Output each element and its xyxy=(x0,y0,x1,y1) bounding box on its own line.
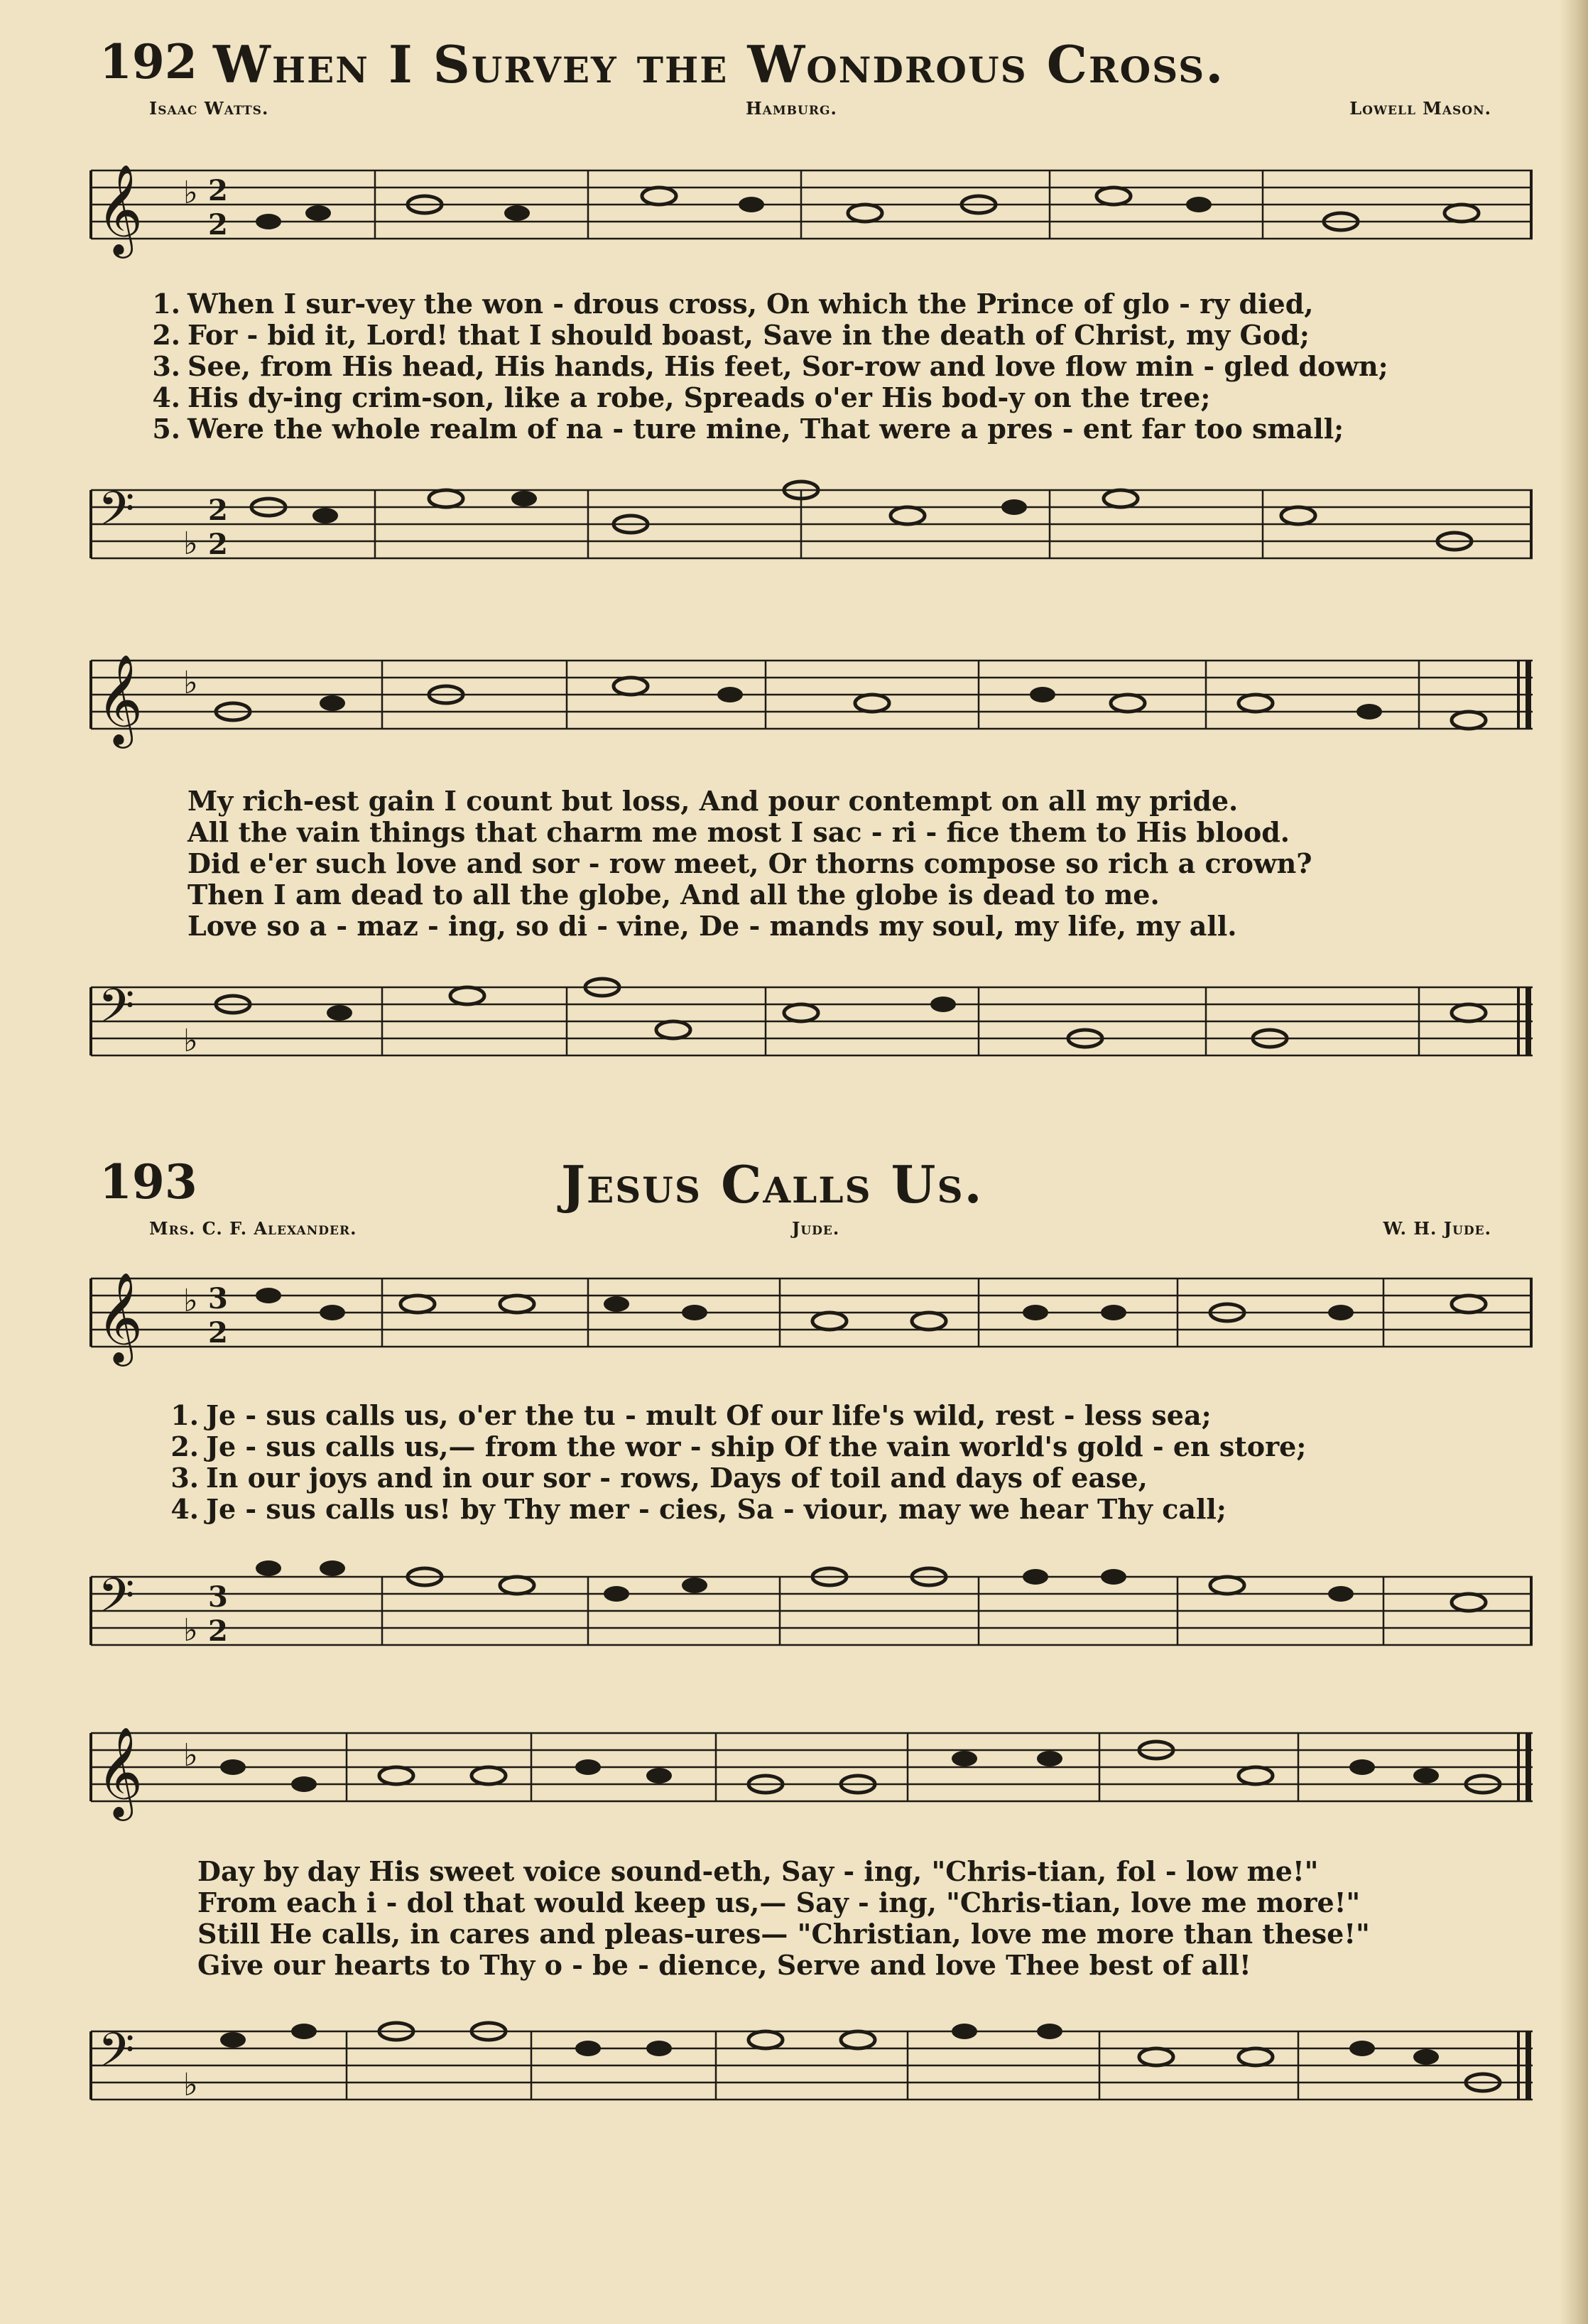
verses-192-part1 xyxy=(142,288,1527,444)
verse-line xyxy=(161,1462,1531,1493)
hymn-title: Jesus Calls Us. xyxy=(561,1154,984,1215)
verse-number xyxy=(142,879,187,910)
verse-line xyxy=(142,785,1527,816)
verse-text: His dy-ing crim-son, like a robe, Spreads o'er His bod-y on the tree; xyxy=(187,381,1211,413)
tune-name: Hamburg. xyxy=(746,98,837,119)
verse-line xyxy=(161,1430,1531,1462)
verse-line xyxy=(142,879,1527,910)
verses-193-part1 xyxy=(161,1399,1531,1524)
verse-number xyxy=(152,1886,197,1918)
verse-line xyxy=(152,1886,1537,1918)
verse-text: Then I am dead to all the globe, And all the globe is dead to me. xyxy=(187,879,1160,911)
verse-line xyxy=(142,288,1527,319)
verse-line xyxy=(142,381,1527,413)
svg-text:♭: ♭ xyxy=(183,1737,198,1774)
svg-text:♭: ♭ xyxy=(183,175,198,211)
verse-line xyxy=(152,1855,1537,1886)
verse-number xyxy=(142,847,187,879)
verse-text: Were the whole realm of na - ture mine, That were a pres - ent far too small; xyxy=(187,413,1344,445)
svg-text:♭: ♭ xyxy=(183,526,198,562)
svg-text:♭: ♭ xyxy=(183,1023,198,1059)
svg-text:2: 2 xyxy=(208,1614,228,1648)
svg-text:𝄞: 𝄞 xyxy=(97,653,143,744)
verse-number: 1. xyxy=(152,288,180,320)
bass-staff xyxy=(91,2003,1533,2124)
treble-staff xyxy=(91,1264,1533,1385)
treble-staff xyxy=(91,1719,1533,1840)
hymn-number: 192 xyxy=(99,34,197,89)
verse-number xyxy=(152,1949,197,1980)
bass-staff xyxy=(91,469,1533,590)
verse-number xyxy=(142,785,187,816)
verses-192-part2 xyxy=(142,785,1527,941)
verses-193-part2 xyxy=(152,1855,1537,1980)
svg-text:♭: ♭ xyxy=(183,1612,198,1649)
verse-text: Je - sus calls us, o'er the tu - mult Of our life's wild, rest - less sea; xyxy=(206,1399,1212,1431)
verse-text: When I sur-vey the won - drous cross, On which the Prince of glo - ry died, xyxy=(187,288,1314,320)
svg-text:3: 3 xyxy=(208,1580,228,1614)
verse-text: Love so a - maz - ing, so di - vine, De - mands my soul, my life, my all. xyxy=(187,910,1237,942)
svg-text:♭: ♭ xyxy=(183,2067,198,2103)
svg-text:♭: ♭ xyxy=(183,665,198,701)
svg-text:2: 2 xyxy=(208,174,228,207)
verse-text: Give our hearts to Thy o - be - dience, Serve and love Thee best of all! xyxy=(197,1949,1251,1981)
page-edge-shadow xyxy=(1560,0,1588,2324)
svg-text:3: 3 xyxy=(208,1282,228,1315)
verse-line xyxy=(161,1399,1531,1430)
verse-line xyxy=(142,816,1527,847)
verse-line xyxy=(161,1493,1531,1524)
author-credit: Mrs. C. F. Alexander. xyxy=(149,1218,357,1239)
verse-line xyxy=(152,1918,1537,1949)
verse-number: 2. xyxy=(152,319,180,351)
hymn-title: When I Survey the Wondrous Cross. xyxy=(213,34,1225,94)
verse-text: My rich-est gain I count but loss, And pour contempt on all my pride. xyxy=(187,785,1239,817)
verse-number xyxy=(142,816,187,847)
verse-number xyxy=(152,1855,197,1886)
verse-text: For - bid it, Lord! that I should boast, Save in the death of Christ, my God; xyxy=(187,319,1310,351)
svg-text:2: 2 xyxy=(208,494,228,527)
svg-text:2: 2 xyxy=(208,1316,228,1350)
verse-number: 4. xyxy=(152,381,180,413)
svg-text:𝄢: 𝄢 xyxy=(98,2023,135,2089)
svg-text:𝄢: 𝄢 xyxy=(98,1568,135,1634)
verse-text: Day by day His sweet voice sound-eth, Say - ing, "Chris-tian, fol - low me!" xyxy=(197,1855,1319,1887)
verse-line xyxy=(142,847,1527,879)
bass-staff xyxy=(91,966,1533,1087)
verse-line xyxy=(142,413,1527,444)
svg-text:2: 2 xyxy=(208,528,228,561)
verse-number: 5. xyxy=(152,413,180,445)
verse-line xyxy=(142,350,1527,381)
verse-number xyxy=(142,910,187,941)
verse-line xyxy=(142,319,1527,350)
svg-text:𝄞: 𝄞 xyxy=(97,1726,143,1817)
verse-text: See, from His head, His hands, His feet, Sor-row and love flow min - gled down; xyxy=(187,350,1388,382)
hymn-193-header xyxy=(99,1154,1491,1247)
verse-number: 1. xyxy=(170,1399,199,1431)
svg-text:♭: ♭ xyxy=(183,1283,198,1319)
author-credit: Isaac Watts. xyxy=(149,98,269,119)
svg-text:𝄢: 𝄢 xyxy=(98,979,135,1045)
svg-text:𝄞: 𝄞 xyxy=(97,1271,143,1362)
verse-number: 3. xyxy=(170,1462,199,1494)
verse-number: 4. xyxy=(170,1493,199,1525)
treble-staff xyxy=(91,639,1533,760)
svg-text:𝄢: 𝄢 xyxy=(98,482,135,548)
verse-text: All the vain things that charm me most I sac - ri - fice them to His blood. xyxy=(187,816,1290,848)
bass-staff xyxy=(91,1548,1533,1669)
verse-text: Je - sus calls us,— from the wor - ship Of the vain world's gold - en store; xyxy=(206,1430,1307,1462)
verse-number: 3. xyxy=(152,350,180,382)
verse-text: In our joys and in our sor - rows, Days of toil and days of ease, xyxy=(206,1462,1148,1494)
composer-credit: Lowell Mason. xyxy=(1349,98,1491,119)
composer-credit: W. H. Jude. xyxy=(1383,1218,1491,1239)
verse-text: From each i - dol that would keep us,— Say - ing, "Chris-tian, love me more!" xyxy=(197,1886,1361,1918)
verse-line xyxy=(142,910,1527,941)
tune-name: Jude. xyxy=(792,1218,840,1239)
svg-text:2: 2 xyxy=(208,208,228,241)
hymn-number: 193 xyxy=(99,1154,197,1210)
verse-number: 2. xyxy=(170,1430,199,1462)
hymn-192-header xyxy=(99,34,1491,126)
svg-text:𝄞: 𝄞 xyxy=(97,163,143,254)
verse-text: Still He calls, in cares and pleas-ures— "Christian, love me more than these!" xyxy=(197,1918,1370,1950)
verse-text: Je - sus calls us! by Thy mer - cies, Sa - viour, may we hear Thy call; xyxy=(206,1493,1227,1525)
treble-staff xyxy=(91,156,1533,277)
verse-number xyxy=(152,1918,197,1949)
verse-text: Did e'er such love and sor - row meet, Or thorns compose so rich a crown? xyxy=(187,847,1312,879)
verse-line xyxy=(152,1949,1537,1980)
